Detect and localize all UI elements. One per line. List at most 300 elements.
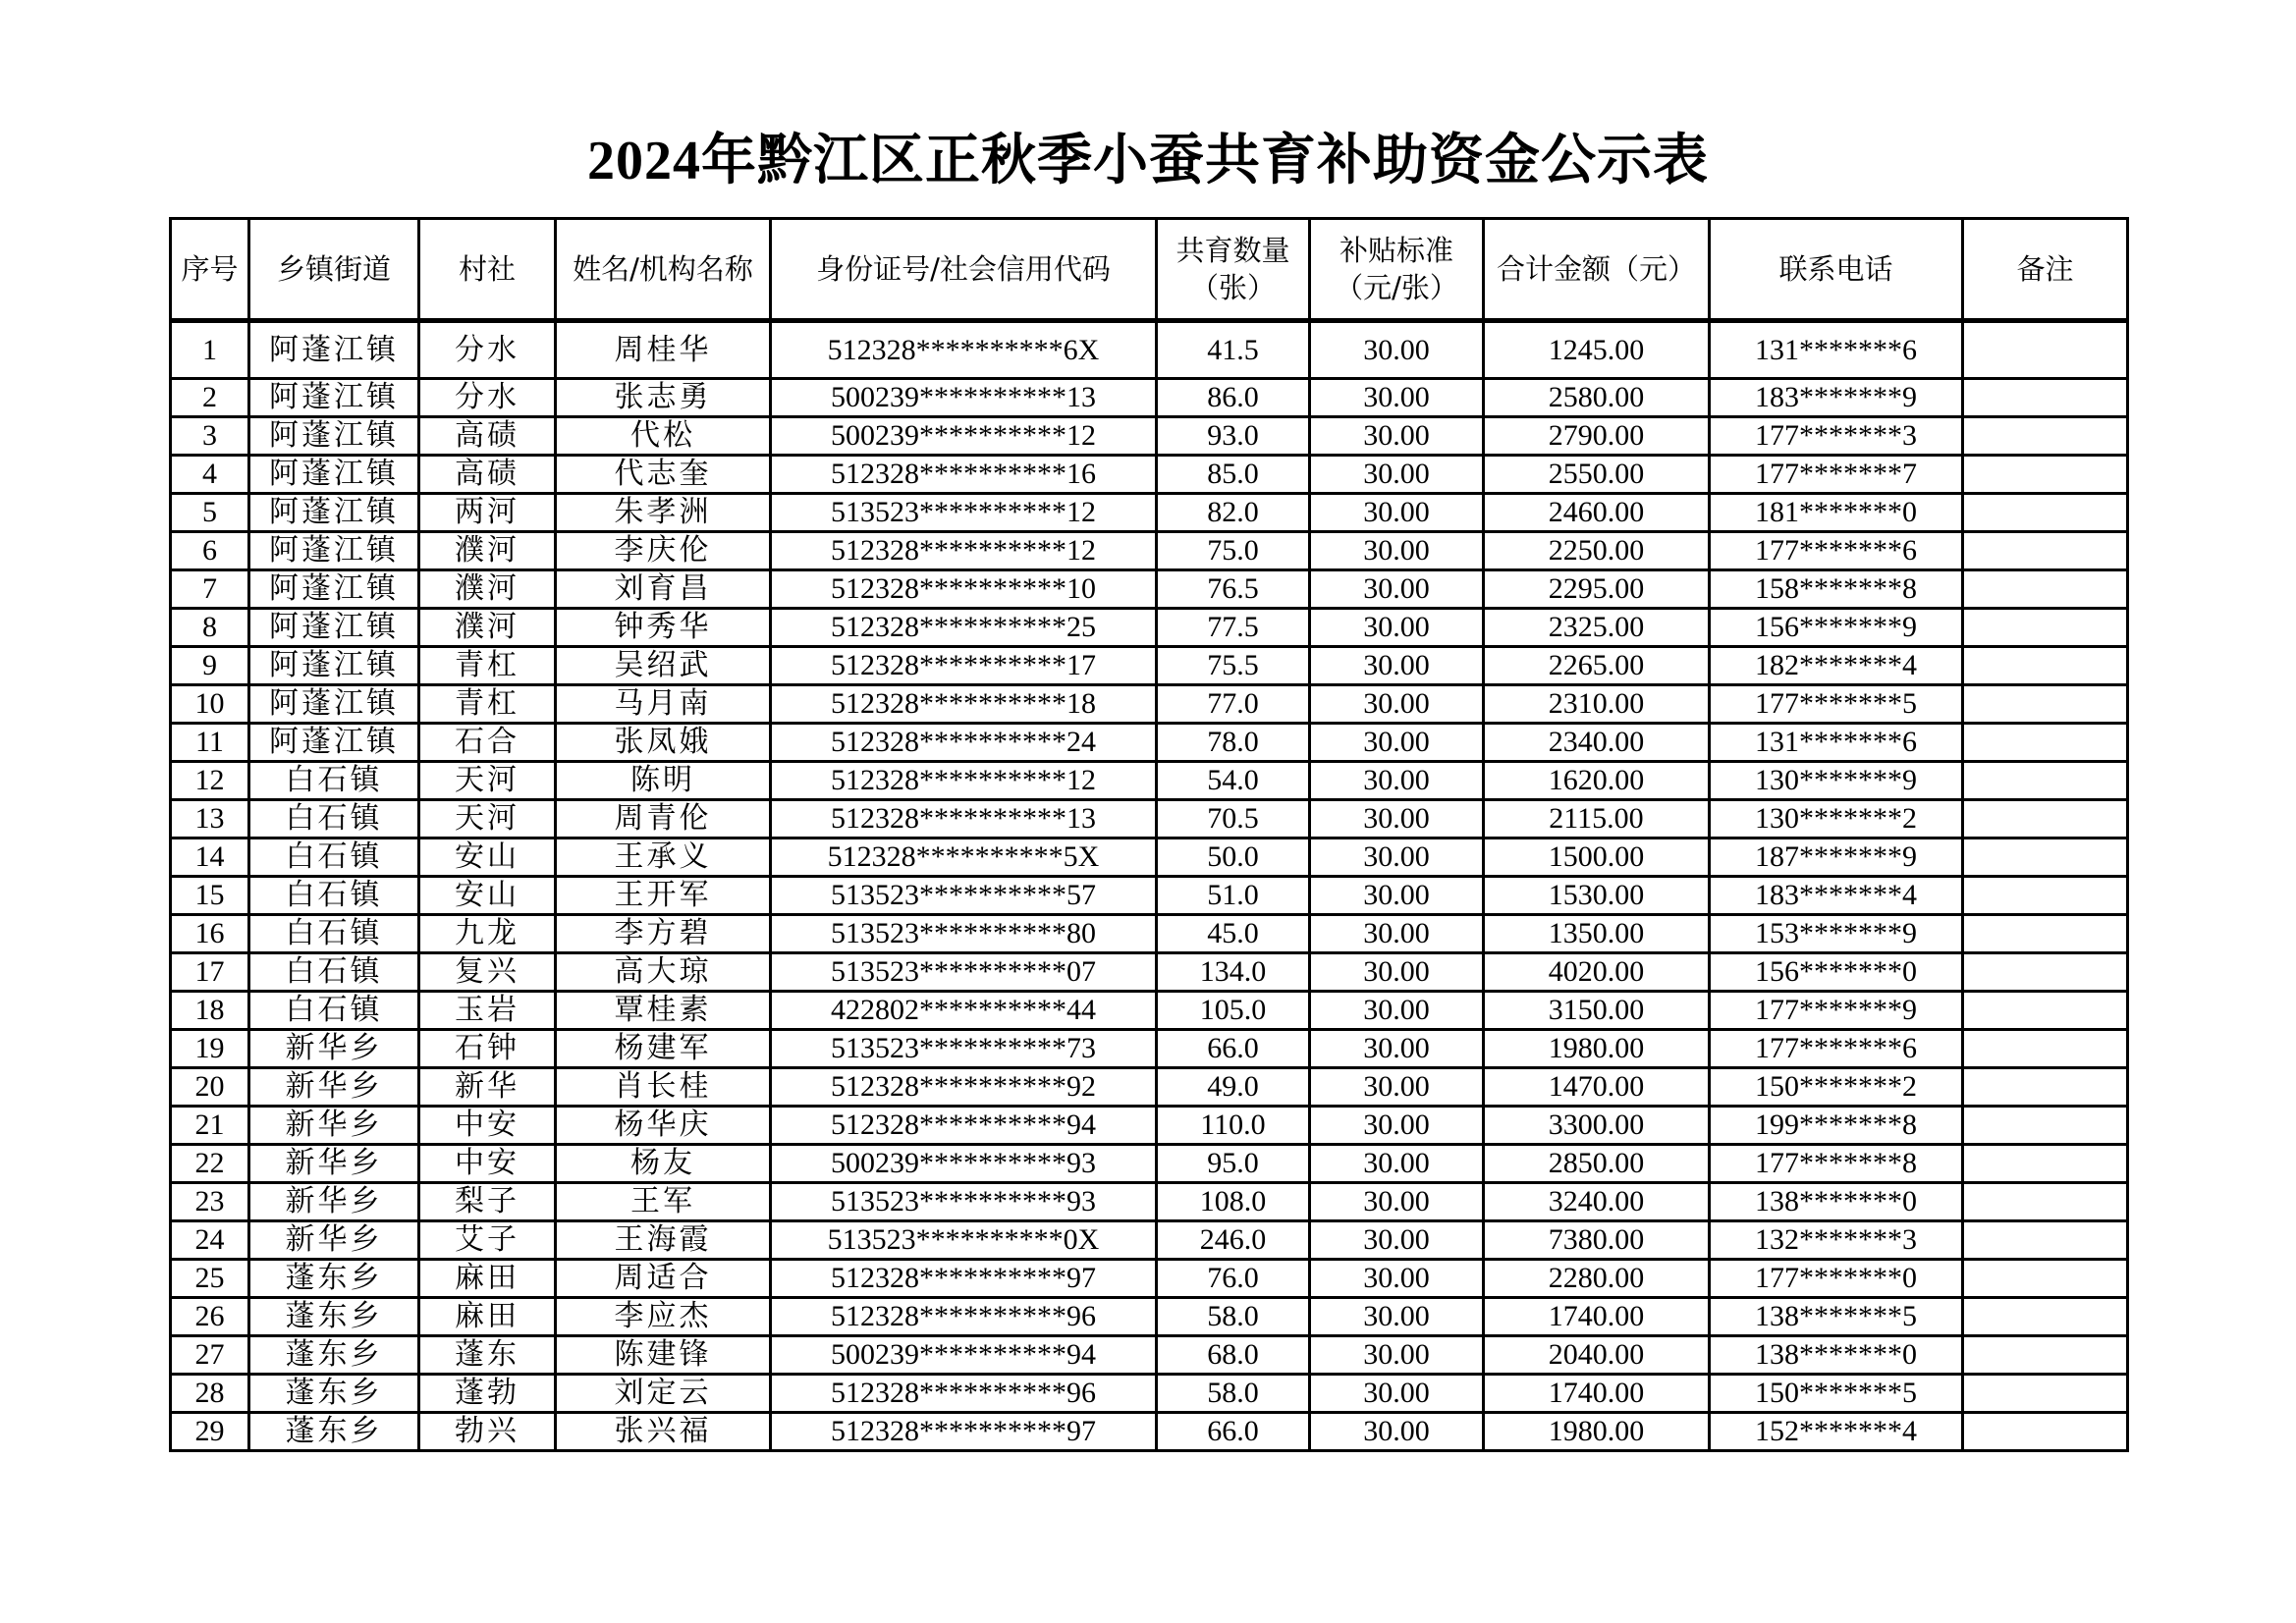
- header-row: [171, 219, 2128, 321]
- cell-name: 王开军: [556, 877, 771, 915]
- col-header-quantity: [1157, 219, 1310, 321]
- cell-id: 513523**********0X: [771, 1221, 1157, 1260]
- table-row: [171, 1413, 2128, 1451]
- cell-total: 1245.00: [1484, 321, 1710, 379]
- cell-seq: 15: [171, 877, 249, 915]
- cell-quantity: 70.5: [1157, 800, 1310, 839]
- cell-village: 分水: [419, 321, 556, 379]
- cell-village: 中安: [419, 1145, 556, 1183]
- cell-name: 肖长桂: [556, 1068, 771, 1107]
- cell-phone: 138*******0: [1710, 1336, 1963, 1375]
- cell-standard: 30.00: [1310, 685, 1484, 724]
- cell-total: 1620.00: [1484, 762, 1710, 800]
- cell-standard: 30.00: [1310, 915, 1484, 953]
- cell-quantity: 85.0: [1157, 456, 1310, 494]
- cell-phone: 138*******5: [1710, 1298, 1963, 1336]
- cell-standard: 30.00: [1310, 1336, 1484, 1375]
- cell-id: 512328**********92: [771, 1068, 1157, 1107]
- cell-quantity: 77.0: [1157, 685, 1310, 724]
- cell-seq: 22: [171, 1145, 249, 1183]
- cell-phone: 177*******6: [1710, 532, 1963, 570]
- cell-remark: [1963, 1413, 2128, 1451]
- cell-id: 512328**********25: [771, 609, 1157, 647]
- cell-quantity: 45.0: [1157, 915, 1310, 953]
- cell-standard: 30.00: [1310, 1107, 1484, 1145]
- cell-id: 500239**********13: [771, 379, 1157, 417]
- cell-name: 覃桂素: [556, 992, 771, 1030]
- table-row: [171, 877, 2128, 915]
- cell-standard: 30.00: [1310, 379, 1484, 417]
- cell-phone: 181*******0: [1710, 494, 1963, 532]
- col-header-id: 身份证号/社会信用代码: [771, 219, 1157, 321]
- cell-quantity: 95.0: [1157, 1145, 1310, 1183]
- cell-phone: 152*******4: [1710, 1413, 1963, 1451]
- cell-village: 石合: [419, 724, 556, 762]
- cell-seq: 9: [171, 647, 249, 685]
- cell-id: 512328**********18: [771, 685, 1157, 724]
- cell-village: 濮河: [419, 609, 556, 647]
- cell-seq: 21: [171, 1107, 249, 1145]
- cell-phone: 132*******3: [1710, 1221, 1963, 1260]
- cell-standard: 30.00: [1310, 992, 1484, 1030]
- cell-township: 新华乡: [249, 1221, 419, 1260]
- cell-remark: [1963, 1336, 2128, 1375]
- cell-quantity: 246.0: [1157, 1221, 1310, 1260]
- cell-name: 马月南: [556, 685, 771, 724]
- table-row: [171, 494, 2128, 532]
- cell-id: 513523**********12: [771, 494, 1157, 532]
- cell-name: 钟秀华: [556, 609, 771, 647]
- cell-village: 安山: [419, 877, 556, 915]
- cell-remark: [1963, 953, 2128, 992]
- table-row: [171, 724, 2128, 762]
- cell-quantity: 76.5: [1157, 570, 1310, 609]
- cell-id: 512328**********5X: [771, 839, 1157, 877]
- cell-standard: 30.00: [1310, 1375, 1484, 1413]
- cell-township: 新华乡: [249, 1183, 419, 1221]
- cell-seq: 5: [171, 494, 249, 532]
- cell-total: 3300.00: [1484, 1107, 1710, 1145]
- col-header-quantity-line1: 共育数量: [1175, 234, 1290, 267]
- table-row: [171, 685, 2128, 724]
- table-row: [171, 609, 2128, 647]
- cell-standard: 30.00: [1310, 321, 1484, 379]
- table-row: [171, 570, 2128, 609]
- cell-remark: [1963, 800, 2128, 839]
- table-row: [171, 321, 2128, 379]
- cell-seq: 24: [171, 1221, 249, 1260]
- table-row: [171, 953, 2128, 992]
- cell-standard: 30.00: [1310, 609, 1484, 647]
- cell-id: 512328**********12: [771, 532, 1157, 570]
- table-row: [171, 1298, 2128, 1336]
- cell-standard: 30.00: [1310, 877, 1484, 915]
- cell-seq: 11: [171, 724, 249, 762]
- cell-seq: 10: [171, 685, 249, 724]
- cell-id: 512328**********96: [771, 1375, 1157, 1413]
- cell-township: 白石镇: [249, 800, 419, 839]
- cell-id: 513523**********07: [771, 953, 1157, 992]
- cell-standard: 30.00: [1310, 532, 1484, 570]
- cell-total: 2040.00: [1484, 1336, 1710, 1375]
- cell-total: 2115.00: [1484, 800, 1710, 839]
- cell-name: 杨华庆: [556, 1107, 771, 1145]
- cell-seq: 23: [171, 1183, 249, 1221]
- cell-seq: 13: [171, 800, 249, 839]
- table-row: [171, 1260, 2128, 1298]
- cell-name: 王承义: [556, 839, 771, 877]
- cell-village: 梨子: [419, 1183, 556, 1221]
- cell-name: 高大琼: [556, 953, 771, 992]
- cell-name: 李应杰: [556, 1298, 771, 1336]
- table-row: [171, 1336, 2128, 1375]
- cell-quantity: 105.0: [1157, 992, 1310, 1030]
- cell-village: 两河: [419, 494, 556, 532]
- cell-id: 512328**********10: [771, 570, 1157, 609]
- cell-township: 蓬东乡: [249, 1260, 419, 1298]
- cell-name: 周青伦: [556, 800, 771, 839]
- cell-remark: [1963, 839, 2128, 877]
- cell-standard: 30.00: [1310, 1145, 1484, 1183]
- cell-id: 512328**********94: [771, 1107, 1157, 1145]
- cell-village: 高碛: [419, 417, 556, 456]
- table-row: [171, 647, 2128, 685]
- table-row: [171, 417, 2128, 456]
- cell-township: 白石镇: [249, 915, 419, 953]
- cell-seq: 3: [171, 417, 249, 456]
- cell-standard: 30.00: [1310, 953, 1484, 992]
- cell-id: 512328**********16: [771, 456, 1157, 494]
- cell-standard: 30.00: [1310, 1260, 1484, 1298]
- cell-remark: [1963, 992, 2128, 1030]
- table-row: [171, 1107, 2128, 1145]
- cell-remark: [1963, 609, 2128, 647]
- cell-seq: 7: [171, 570, 249, 609]
- cell-id: 513523**********57: [771, 877, 1157, 915]
- col-header-standard-line1: 补贴标准: [1339, 234, 1453, 267]
- cell-phone: 182*******4: [1710, 647, 1963, 685]
- cell-name: 周桂华: [556, 321, 771, 379]
- cell-remark: [1963, 1375, 2128, 1413]
- cell-village: 天河: [419, 800, 556, 839]
- cell-seq: 8: [171, 609, 249, 647]
- cell-township: 蓬东乡: [249, 1298, 419, 1336]
- table-row: [171, 762, 2128, 800]
- cell-village: 高碛: [419, 456, 556, 494]
- cell-id: 512328**********6X: [771, 321, 1157, 379]
- cell-total: 2340.00: [1484, 724, 1710, 762]
- cell-township: 阿蓬江镇: [249, 570, 419, 609]
- table-row: [171, 1375, 2128, 1413]
- cell-quantity: 66.0: [1157, 1413, 1310, 1451]
- table-row: [171, 456, 2128, 494]
- cell-township: 新华乡: [249, 1068, 419, 1107]
- cell-total: 4020.00: [1484, 953, 1710, 992]
- cell-total: 2580.00: [1484, 379, 1710, 417]
- cell-seq: 2: [171, 379, 249, 417]
- cell-village: 石钟: [419, 1030, 556, 1068]
- cell-phone: 131*******6: [1710, 321, 1963, 379]
- cell-phone: 177*******0: [1710, 1260, 1963, 1298]
- cell-name: 朱孝洲: [556, 494, 771, 532]
- cell-total: 2790.00: [1484, 417, 1710, 456]
- cell-name: 代志奎: [556, 456, 771, 494]
- cell-standard: 30.00: [1310, 456, 1484, 494]
- cell-township: 阿蓬江镇: [249, 685, 419, 724]
- cell-id: 512328**********96: [771, 1298, 1157, 1336]
- cell-phone: 130*******9: [1710, 762, 1963, 800]
- cell-name: 杨建军: [556, 1030, 771, 1068]
- cell-township: 阿蓬江镇: [249, 379, 419, 417]
- col-header-township: 乡镇街道: [249, 219, 419, 321]
- cell-village: 艾子: [419, 1221, 556, 1260]
- cell-remark: [1963, 532, 2128, 570]
- cell-phone: 177*******7: [1710, 456, 1963, 494]
- cell-village: 分水: [419, 379, 556, 417]
- cell-remark: [1963, 1298, 2128, 1336]
- cell-quantity: 82.0: [1157, 494, 1310, 532]
- cell-name: 陈明: [556, 762, 771, 800]
- cell-township: 蓬东乡: [249, 1413, 419, 1451]
- cell-total: 2460.00: [1484, 494, 1710, 532]
- cell-phone: 131*******6: [1710, 724, 1963, 762]
- cell-village: 濮河: [419, 570, 556, 609]
- table-row: [171, 915, 2128, 953]
- cell-quantity: 77.5: [1157, 609, 1310, 647]
- cell-quantity: 66.0: [1157, 1030, 1310, 1068]
- cell-remark: [1963, 1260, 2128, 1298]
- cell-village: 中安: [419, 1107, 556, 1145]
- cell-remark: [1963, 494, 2128, 532]
- col-header-quantity-line2: （张）: [1189, 271, 1276, 304]
- cell-name: 王海霞: [556, 1221, 771, 1260]
- cell-total: 3240.00: [1484, 1183, 1710, 1221]
- cell-quantity: 54.0: [1157, 762, 1310, 800]
- cell-phone: 150*******2: [1710, 1068, 1963, 1107]
- cell-phone: 150*******5: [1710, 1375, 1963, 1413]
- cell-seq: 16: [171, 915, 249, 953]
- col-header-village: 村社: [419, 219, 556, 321]
- cell-seq: 18: [171, 992, 249, 1030]
- cell-township: 阿蓬江镇: [249, 532, 419, 570]
- cell-phone: 153*******9: [1710, 915, 1963, 953]
- cell-id: 500239**********93: [771, 1145, 1157, 1183]
- cell-total: 2265.00: [1484, 647, 1710, 685]
- cell-village: 麻田: [419, 1298, 556, 1336]
- cell-township: 新华乡: [249, 1145, 419, 1183]
- cell-id: 512328**********97: [771, 1260, 1157, 1298]
- cell-name: 杨友: [556, 1145, 771, 1183]
- cell-township: 白石镇: [249, 992, 419, 1030]
- cell-name: 周适合: [556, 1260, 771, 1298]
- cell-township: 白石镇: [249, 762, 419, 800]
- col-header-name: 姓名/机构名称: [556, 219, 771, 321]
- cell-total: 1530.00: [1484, 877, 1710, 915]
- cell-remark: [1963, 685, 2128, 724]
- cell-total: 1980.00: [1484, 1030, 1710, 1068]
- cell-quantity: 58.0: [1157, 1298, 1310, 1336]
- cell-standard: 30.00: [1310, 1183, 1484, 1221]
- cell-seq: 6: [171, 532, 249, 570]
- cell-quantity: 75.5: [1157, 647, 1310, 685]
- cell-total: 1500.00: [1484, 839, 1710, 877]
- cell-name: 张志勇: [556, 379, 771, 417]
- cell-name: 李庆伦: [556, 532, 771, 570]
- cell-phone: 156*******0: [1710, 953, 1963, 992]
- cell-phone: 177*******5: [1710, 685, 1963, 724]
- cell-total: 2295.00: [1484, 570, 1710, 609]
- cell-remark: [1963, 456, 2128, 494]
- cell-id: 500239**********12: [771, 417, 1157, 456]
- cell-phone: 177*******6: [1710, 1030, 1963, 1068]
- cell-id: 500239**********94: [771, 1336, 1157, 1375]
- cell-township: 白石镇: [249, 953, 419, 992]
- cell-quantity: 58.0: [1157, 1375, 1310, 1413]
- cell-quantity: 110.0: [1157, 1107, 1310, 1145]
- cell-village: 勃兴: [419, 1413, 556, 1451]
- cell-total: 1740.00: [1484, 1375, 1710, 1413]
- cell-seq: 28: [171, 1375, 249, 1413]
- cell-seq: 26: [171, 1298, 249, 1336]
- cell-township: 阿蓬江镇: [249, 724, 419, 762]
- cell-township: 阿蓬江镇: [249, 456, 419, 494]
- cell-quantity: 49.0: [1157, 1068, 1310, 1107]
- cell-village: 濮河: [419, 532, 556, 570]
- table-row: [171, 1068, 2128, 1107]
- cell-village: 九龙: [419, 915, 556, 953]
- cell-standard: 30.00: [1310, 1030, 1484, 1068]
- cell-name: 代松: [556, 417, 771, 456]
- table-row: [171, 1183, 2128, 1221]
- cell-remark: [1963, 417, 2128, 456]
- cell-id: 512328**********97: [771, 1413, 1157, 1451]
- cell-seq: 12: [171, 762, 249, 800]
- cell-standard: 30.00: [1310, 800, 1484, 839]
- cell-id: 512328**********17: [771, 647, 1157, 685]
- cell-village: 新华: [419, 1068, 556, 1107]
- cell-remark: [1963, 724, 2128, 762]
- cell-standard: 30.00: [1310, 1221, 1484, 1260]
- cell-remark: [1963, 379, 2128, 417]
- cell-name: 李方碧: [556, 915, 771, 953]
- page-title: 2024年黔江区正秋季小蚕共育补助资金公示表: [587, 131, 1709, 191]
- cell-village: 青杠: [419, 647, 556, 685]
- table-row: [171, 1145, 2128, 1183]
- cell-village: 青杠: [419, 685, 556, 724]
- cell-standard: 30.00: [1310, 647, 1484, 685]
- cell-id: 513523**********93: [771, 1183, 1157, 1221]
- cell-name: 陈建锋: [556, 1336, 771, 1375]
- cell-total: 1470.00: [1484, 1068, 1710, 1107]
- cell-name: 刘定云: [556, 1375, 771, 1413]
- table-row: [171, 1221, 2128, 1260]
- cell-remark: [1963, 877, 2128, 915]
- table-row: [171, 379, 2128, 417]
- cell-id: 512328**********24: [771, 724, 1157, 762]
- table-row: [171, 1030, 2128, 1068]
- table-row: [171, 992, 2128, 1030]
- cell-id: 512328**********13: [771, 800, 1157, 839]
- cell-phone: 187*******9: [1710, 839, 1963, 877]
- cell-standard: 30.00: [1310, 1413, 1484, 1451]
- cell-total: 2310.00: [1484, 685, 1710, 724]
- cell-id: 422802**********44: [771, 992, 1157, 1030]
- col-header-total: 合计金额（元）: [1484, 219, 1710, 321]
- cell-township: 白石镇: [249, 839, 419, 877]
- cell-village: 蓬勃: [419, 1375, 556, 1413]
- col-header-standard-line2: （元/张）: [1335, 271, 1458, 304]
- cell-township: 阿蓬江镇: [249, 609, 419, 647]
- cell-phone: 183*******9: [1710, 379, 1963, 417]
- cell-quantity: 75.0: [1157, 532, 1310, 570]
- cell-remark: [1963, 1068, 2128, 1107]
- cell-remark: [1963, 321, 2128, 379]
- cell-name: 张兴福: [556, 1413, 771, 1451]
- cell-seq: 4: [171, 456, 249, 494]
- cell-remark: [1963, 762, 2128, 800]
- cell-standard: 30.00: [1310, 1298, 1484, 1336]
- cell-remark: [1963, 915, 2128, 953]
- cell-phone: 156*******9: [1710, 609, 1963, 647]
- cell-quantity: 86.0: [1157, 379, 1310, 417]
- cell-total: 1350.00: [1484, 915, 1710, 953]
- cell-seq: 17: [171, 953, 249, 992]
- cell-remark: [1963, 647, 2128, 685]
- cell-township: 新华乡: [249, 1030, 419, 1068]
- cell-standard: 30.00: [1310, 417, 1484, 456]
- cell-name: 张凤娥: [556, 724, 771, 762]
- col-header-remark: 备注: [1963, 219, 2128, 321]
- cell-phone: 183*******4: [1710, 877, 1963, 915]
- cell-quantity: 108.0: [1157, 1183, 1310, 1221]
- cell-quantity: 68.0: [1157, 1336, 1310, 1375]
- cell-total: 2550.00: [1484, 456, 1710, 494]
- cell-phone: 177*******3: [1710, 417, 1963, 456]
- cell-quantity: 50.0: [1157, 839, 1310, 877]
- cell-remark: [1963, 1145, 2128, 1183]
- cell-quantity: 51.0: [1157, 877, 1310, 915]
- cell-township: 阿蓬江镇: [249, 321, 419, 379]
- cell-township: 阿蓬江镇: [249, 647, 419, 685]
- cell-village: 复兴: [419, 953, 556, 992]
- cell-village: 安山: [419, 839, 556, 877]
- cell-township: 蓬东乡: [249, 1375, 419, 1413]
- cell-name: 王军: [556, 1183, 771, 1221]
- cell-remark: [1963, 1107, 2128, 1145]
- cell-standard: 30.00: [1310, 839, 1484, 877]
- cell-township: 阿蓬江镇: [249, 417, 419, 456]
- cell-township: 阿蓬江镇: [249, 494, 419, 532]
- cell-total: 1980.00: [1484, 1413, 1710, 1451]
- cell-remark: [1963, 570, 2128, 609]
- cell-seq: 29: [171, 1413, 249, 1451]
- cell-seq: 1: [171, 321, 249, 379]
- col-header-seq: 序号: [171, 219, 249, 321]
- subsidy-table: [169, 217, 2129, 1452]
- col-header-phone: 联系电话: [1710, 219, 1963, 321]
- cell-standard: 30.00: [1310, 724, 1484, 762]
- cell-remark: [1963, 1183, 2128, 1221]
- cell-village: 麻田: [419, 1260, 556, 1298]
- cell-village: 天河: [419, 762, 556, 800]
- cell-standard: 30.00: [1310, 494, 1484, 532]
- cell-quantity: 76.0: [1157, 1260, 1310, 1298]
- col-header-standard: [1310, 219, 1484, 321]
- cell-name: 吴绍武: [556, 647, 771, 685]
- cell-quantity: 41.5: [1157, 321, 1310, 379]
- cell-village: 蓬东: [419, 1336, 556, 1375]
- cell-quantity: 134.0: [1157, 953, 1310, 992]
